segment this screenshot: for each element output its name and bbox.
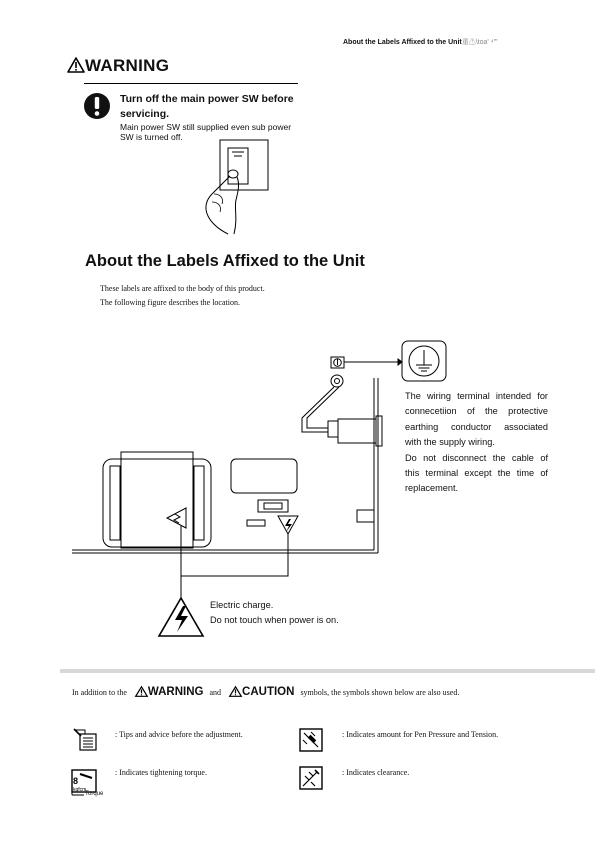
legend-pen-pressure: : Indicates amount for Pen Pressure and Tension.: [342, 730, 499, 739]
legend-tips: : Tips and advice before the adjustment.: [115, 730, 243, 739]
intro-line-2: The following figure describes the location.: [100, 298, 240, 307]
warning-word: WARNING: [147, 686, 204, 698]
torque-icon-caption: Torque: [85, 791, 104, 797]
caution-word: CAUTION: [242, 686, 295, 698]
warning-heading: WARNING: [85, 56, 170, 75]
pen-pressure-icon: [299, 728, 323, 752]
symbols-intro: In addition to the WARNING and CAUTION symbols, the symbols shown below are also used.: [72, 686, 460, 698]
caution-triangle-icon: [229, 686, 242, 697]
notepad-icon: [73, 728, 99, 752]
torque-icon-unit: kgfcm: [73, 787, 87, 793]
section-divider: [60, 669, 595, 673]
warning-body: Main power SW still supplied even sub power SW is turned off.: [120, 122, 292, 142]
earth-terminal-note: The wiring terminal intended for connecetiion of the protective earthing conductor associated with the supply wiring. Do not disconnect the cable of this terminal except the time of replacement.: [405, 391, 548, 494]
section-title: About the Labels Affixed to the Unit: [85, 252, 365, 270]
warning-title: Turn off the main power SW before servicing.: [120, 93, 294, 120]
electric-charge-note: Electric charge. Do not touch when power is on.: [210, 600, 339, 625]
legend-clearance: : Indicates clearance.: [342, 768, 410, 777]
torque-icon-value: 8: [73, 776, 79, 786]
running-header: About the Labels Affixed to the Unit重⚠\toa' ⁴'": [343, 39, 498, 46]
clearance-icon: [299, 766, 323, 790]
warning-triangle-icon: [135, 686, 148, 697]
legend-torque: : Indicates tightening torque.: [115, 768, 207, 777]
intro-line-1: These labels are affixed to the body of this product.: [100, 284, 265, 293]
